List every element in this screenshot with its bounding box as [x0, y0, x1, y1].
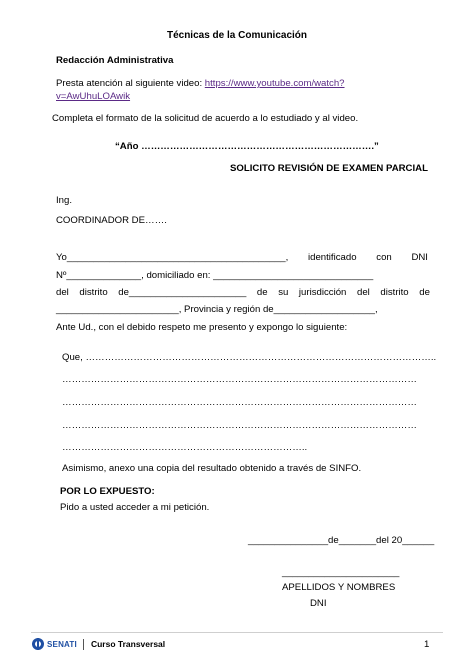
district-word-7: del [356, 287, 370, 298]
senati-logo-text: SENATI [47, 639, 77, 649]
date-line: _______________de_______del 20______ [248, 535, 435, 546]
district-word-2: distrito [79, 287, 108, 298]
district-word-5: su [278, 287, 289, 298]
address-line: Nº______________, domiciliado en: ______________________________ [56, 270, 374, 281]
page-title: Técnicas de la Comunicación [166, 30, 308, 41]
identity-word: identificado [308, 252, 357, 263]
district-line [56, 287, 430, 298]
footer-separator [83, 639, 84, 650]
district-word-1: del [56, 287, 69, 298]
video-intro: Presta atención al siguiente video: [56, 78, 205, 89]
page-number: 1 [424, 639, 430, 650]
province-line: _______________________, Provincia y región de___________________, [56, 304, 378, 315]
video-paragraph [56, 77, 345, 103]
course-name: Curso Transversal [90, 639, 166, 649]
district-word-9: de [419, 287, 430, 298]
request-line: Pido a usted acceder a mi petición. [60, 502, 210, 513]
body-line-5: ………………………………………………………………….. [62, 442, 308, 453]
district-word-8: distrito [380, 287, 409, 298]
footer [32, 638, 165, 650]
dni-label: DNI [310, 598, 327, 609]
salutation-ing: Ing. [56, 195, 73, 206]
district-word-4: de [256, 287, 268, 298]
section-subtitle: Redacción Administrativa [56, 55, 174, 66]
video-link-continued[interactable]: v=AwUhuLOAwik [56, 91, 131, 102]
names-label: APELLIDOS Y NOMBRES [282, 582, 396, 593]
por-lo-expuesto: POR LO EXPUESTO: [60, 486, 155, 497]
signature-line: ______________________ [282, 567, 400, 578]
instruction-text: Completa el formato de la solicitud de acuerdo a lo estudiado y al video. [52, 113, 359, 124]
year-line: “Año ……………………………………………………………….” [115, 141, 379, 152]
recipient-line: COORDINADOR DE……. [56, 215, 167, 226]
presentation-line: Ante Ud., con el debido respeto me presento y expongo lo siguiente: [56, 322, 348, 333]
body-line-1: Que, ……………………………………………………………………………………………….. [62, 352, 437, 363]
body-line-3: ………………………………………………………………………………………………… [62, 397, 417, 408]
senati-logo-icon [32, 638, 44, 650]
body-line-4: ………………………………………………………………………………………………… [62, 420, 417, 431]
name-blank: Yo_________________________________________, [56, 252, 289, 263]
con-word: con [376, 252, 392, 263]
video-link[interactable]: https://www.youtube.com/watch? [204, 78, 345, 89]
body-line-2: ………………………………………………………………………………………………… [62, 374, 417, 385]
district-word-6: jurisdicción [298, 287, 347, 298]
identity-line [56, 252, 428, 263]
footer-divider [31, 632, 443, 633]
district-blank: de______________________ [118, 287, 247, 298]
annex-line: Asimismo, anexo una copia del resultado obtenido a través de SINFO. [62, 463, 362, 474]
request-subject: SOLICITO REVISIÓN DE EXAMEN PARCIAL [230, 163, 428, 174]
dni-word: DNI [411, 252, 428, 263]
